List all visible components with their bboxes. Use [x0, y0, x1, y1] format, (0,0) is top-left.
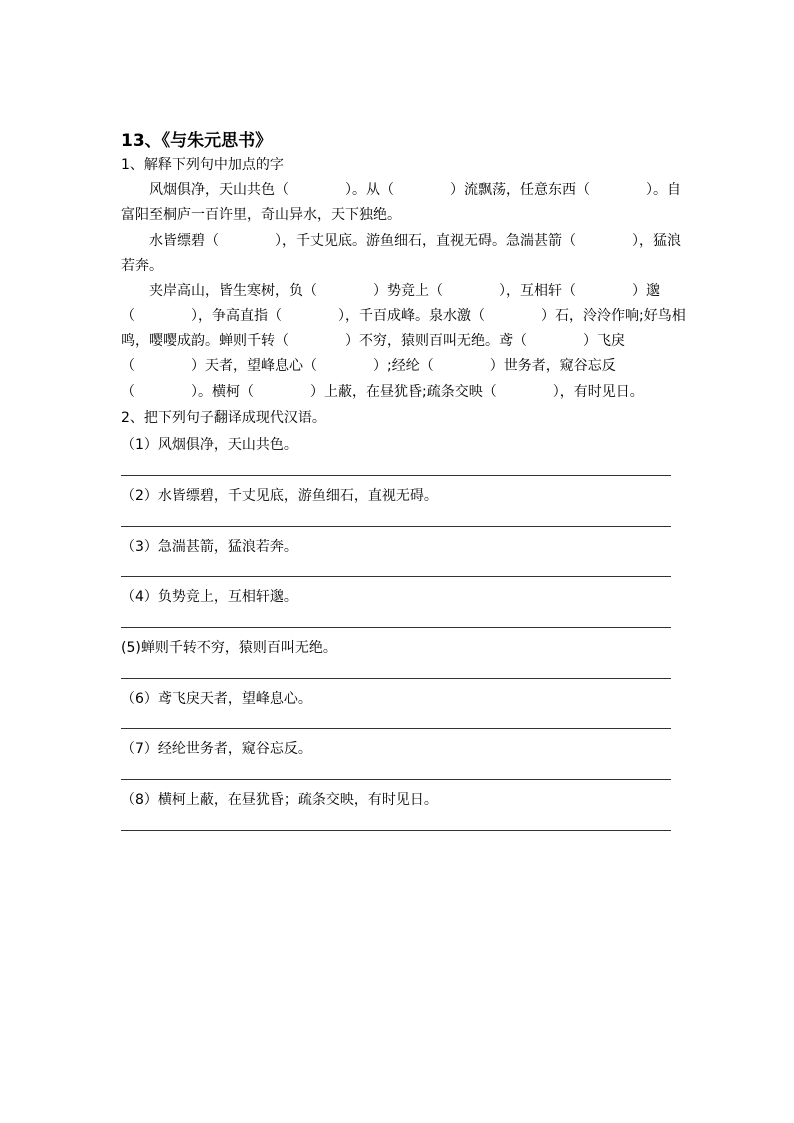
section1-line: （ ），争高直指（ ），千百成峰。泉水激（ ）石，泠泠作响;好鸟相 [121, 308, 686, 324]
section1-line: 夹岸高山，皆生寒树，负（ ）势竞上（ ），互相轩（ ）邈 [121, 283, 660, 299]
section1-line: 鸣，嘤嘤成韵。蝉则千转（ ）不穷，猿则百叫无绝。鸢（ ）飞戾 [121, 333, 625, 349]
section2-heading: 2、把下列句子翻译成现代汉语。 [121, 410, 326, 426]
section1-line: 风烟俱净，天山共色（ ）。从（ ）流飘荡，任意东西（ ）。自 [121, 182, 681, 198]
translation-question: （3）急湍甚箭，猛浪若奔。 [121, 539, 298, 555]
answer-line[interactable] [121, 728, 671, 729]
translation-question: (5)蝉则千转不穷，猿则百叫无绝。 [121, 640, 337, 656]
section1-line: 富阳至桐庐一百许里，奇山异水，天下独绝。 [121, 207, 401, 223]
section1-line: 若奔。 [121, 258, 163, 274]
answer-line[interactable] [121, 526, 671, 527]
section1-line: 水皆缥碧（ ），千丈见底。游鱼细石，直视无碍。急湍甚箭（ ），猛浪 [121, 233, 681, 249]
answer-line[interactable] [121, 830, 671, 831]
translation-question: （8）横柯上蔽，在昼犹昏；疏条交映，有时见日。 [121, 792, 438, 808]
worksheet-title: 13、《与朱元思书》 [121, 131, 273, 151]
translation-question: （4）负势竞上，互相轩邈。 [121, 589, 298, 605]
section1-line: （ ）天者，望峰息心（ ）;经纶（ ）世务者，窥谷忘反 [121, 358, 616, 374]
answer-line[interactable] [121, 627, 671, 628]
translation-question: （6）鸢飞戾天者，望峰息心。 [121, 691, 312, 707]
answer-line[interactable] [121, 678, 671, 679]
translation-question: （7）经纶世务者，窥谷忘反。 [121, 741, 312, 757]
translation-question: （2）水皆缥碧，千丈见底，游鱼细石，直视无碍。 [121, 488, 438, 504]
section1-line: （ ）。横柯（ ）上蔽，在昼犹昏;疏条交映（ ），有时见日。 [121, 384, 644, 400]
answer-line[interactable] [121, 576, 671, 577]
section1-heading: 1、解释下列句中加点的字 [121, 157, 284, 173]
answer-line[interactable] [121, 779, 671, 780]
translation-question: （1）风烟俱净，天山共色。 [121, 437, 298, 453]
answer-line[interactable] [121, 475, 671, 476]
